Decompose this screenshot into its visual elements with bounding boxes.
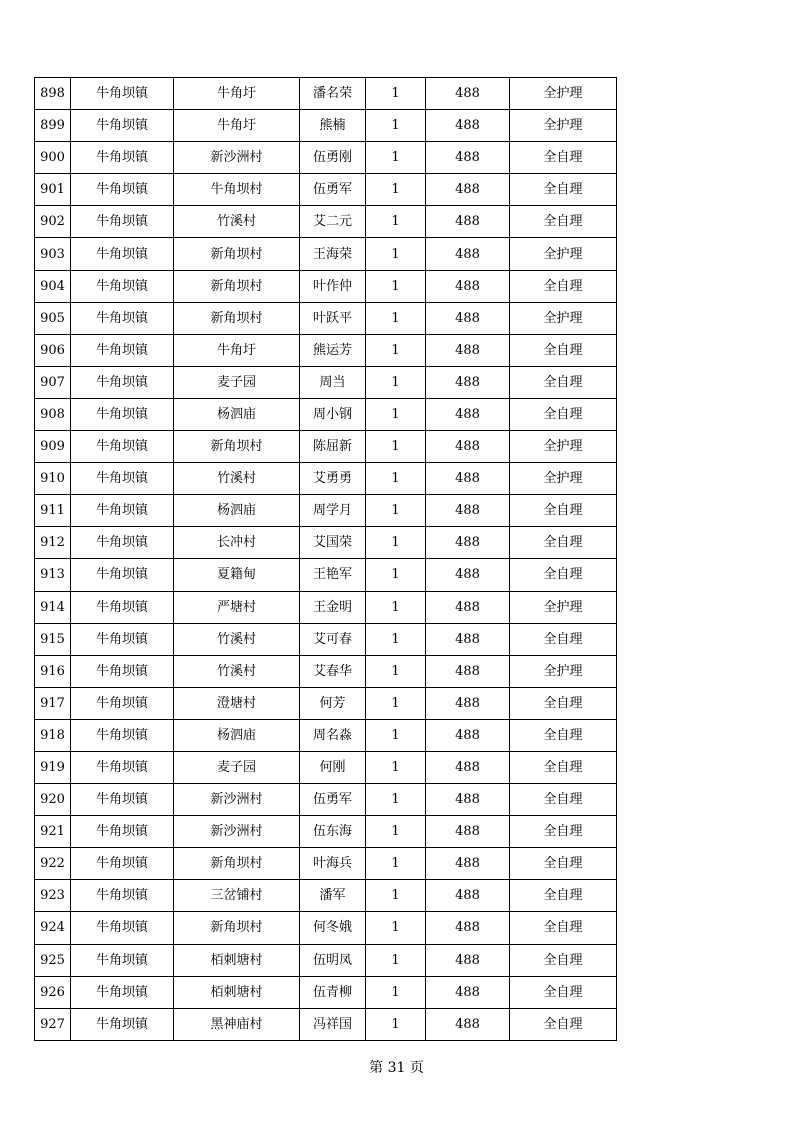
cell-care-type: 全护理 [510, 238, 617, 270]
cell-serial-number: 901 [35, 174, 71, 206]
cell-serial-number: 925 [35, 944, 71, 976]
cell-amount: 488 [426, 719, 510, 751]
cell-care-type: 全护理 [510, 78, 617, 110]
table-row [35, 816, 617, 848]
table-row [35, 848, 617, 880]
cell-name: 伍明凤 [300, 944, 366, 976]
cell-village: 牛角圩 [174, 110, 300, 142]
cell-serial-number: 899 [35, 110, 71, 142]
cell-town: 牛角坝镇 [71, 816, 174, 848]
cell-amount: 488 [426, 398, 510, 430]
cell-name: 伍勇刚 [300, 142, 366, 174]
cell-village: 长冲村 [174, 527, 300, 559]
cell-amount: 488 [426, 174, 510, 206]
table-row [35, 784, 617, 816]
cell-town: 牛角坝镇 [71, 527, 174, 559]
cell-village: 黑神庙村 [174, 1008, 300, 1040]
cell-care-type: 全自理 [510, 719, 617, 751]
cell-town: 牛角坝镇 [71, 463, 174, 495]
cell-serial-number: 924 [35, 912, 71, 944]
table-row [35, 495, 617, 527]
cell-amount: 488 [426, 623, 510, 655]
cell-count: 1 [366, 880, 426, 912]
cell-serial-number: 915 [35, 623, 71, 655]
table-row [35, 302, 617, 334]
cell-name: 周名淼 [300, 719, 366, 751]
cell-village: 栢刺塘村 [174, 976, 300, 1008]
table-row [35, 751, 617, 783]
table-row [35, 142, 617, 174]
cell-serial-number: 914 [35, 591, 71, 623]
cell-name: 熊楠 [300, 110, 366, 142]
cell-name: 周小钢 [300, 398, 366, 430]
cell-care-type: 全自理 [510, 527, 617, 559]
cell-village: 新沙洲村 [174, 816, 300, 848]
cell-care-type: 全护理 [510, 591, 617, 623]
cell-serial-number: 918 [35, 719, 71, 751]
cell-name: 何刚 [300, 751, 366, 783]
cell-name: 艾勇勇 [300, 463, 366, 495]
cell-village: 栢刺塘村 [174, 944, 300, 976]
cell-care-type: 全自理 [510, 976, 617, 1008]
table-row [35, 687, 617, 719]
cell-serial-number: 910 [35, 463, 71, 495]
cell-care-type: 全自理 [510, 334, 617, 366]
cell-village: 麦子园 [174, 366, 300, 398]
cell-count: 1 [366, 334, 426, 366]
cell-amount: 488 [426, 751, 510, 783]
table-row [35, 174, 617, 206]
cell-town: 牛角坝镇 [71, 912, 174, 944]
cell-care-type: 全自理 [510, 495, 617, 527]
cell-count: 1 [366, 912, 426, 944]
cell-serial-number: 906 [35, 334, 71, 366]
cell-amount: 488 [426, 912, 510, 944]
cell-town: 牛角坝镇 [71, 78, 174, 110]
cell-village: 竹溪村 [174, 463, 300, 495]
cell-town: 牛角坝镇 [71, 366, 174, 398]
cell-amount: 488 [426, 238, 510, 270]
page-number: 第 31 页 [369, 1060, 424, 1076]
cell-serial-number: 912 [35, 527, 71, 559]
cell-amount: 488 [426, 816, 510, 848]
cell-town: 牛角坝镇 [71, 944, 174, 976]
cell-count: 1 [366, 623, 426, 655]
cell-count: 1 [366, 238, 426, 270]
cell-care-type: 全自理 [510, 1008, 617, 1040]
table-row [35, 463, 617, 495]
cell-village: 夏籍甸 [174, 559, 300, 591]
cell-amount: 488 [426, 431, 510, 463]
cell-town: 牛角坝镇 [71, 174, 174, 206]
cell-town: 牛角坝镇 [71, 559, 174, 591]
cell-care-type: 全护理 [510, 463, 617, 495]
cell-name: 艾可春 [300, 623, 366, 655]
cell-village: 牛角圩 [174, 78, 300, 110]
cell-amount: 488 [426, 784, 510, 816]
cell-name: 何芳 [300, 687, 366, 719]
cell-serial-number: 922 [35, 848, 71, 880]
table-row [35, 1008, 617, 1040]
cell-serial-number: 909 [35, 431, 71, 463]
table-row [35, 591, 617, 623]
cell-care-type: 全自理 [510, 623, 617, 655]
cell-serial-number: 902 [35, 206, 71, 238]
cell-count: 1 [366, 559, 426, 591]
cell-town: 牛角坝镇 [71, 142, 174, 174]
table-row [35, 976, 617, 1008]
cell-amount: 488 [426, 559, 510, 591]
cell-name: 伍勇军 [300, 174, 366, 206]
cell-name: 艾二元 [300, 206, 366, 238]
cell-village: 杨泗庙 [174, 398, 300, 430]
cell-name: 冯祥国 [300, 1008, 366, 1040]
cell-care-type: 全护理 [510, 431, 617, 463]
table-row [35, 78, 617, 110]
cell-name: 叶跃平 [300, 302, 366, 334]
cell-serial-number: 921 [35, 816, 71, 848]
cell-name: 叶海兵 [300, 848, 366, 880]
cell-care-type: 全自理 [510, 880, 617, 912]
cell-serial-number: 907 [35, 366, 71, 398]
table-row [35, 880, 617, 912]
cell-town: 牛角坝镇 [71, 623, 174, 655]
cell-amount: 488 [426, 527, 510, 559]
recipient-table [34, 77, 617, 1041]
table-row [35, 431, 617, 463]
cell-serial-number: 898 [35, 78, 71, 110]
cell-name: 潘名荣 [300, 78, 366, 110]
cell-serial-number: 904 [35, 270, 71, 302]
cell-care-type: 全自理 [510, 912, 617, 944]
cell-serial-number: 905 [35, 302, 71, 334]
cell-count: 1 [366, 719, 426, 751]
cell-serial-number: 913 [35, 559, 71, 591]
cell-village: 新角坝村 [174, 270, 300, 302]
cell-care-type: 全自理 [510, 142, 617, 174]
cell-count: 1 [366, 687, 426, 719]
cell-care-type: 全自理 [510, 751, 617, 783]
cell-count: 1 [366, 944, 426, 976]
cell-amount: 488 [426, 78, 510, 110]
cell-count: 1 [366, 78, 426, 110]
cell-amount: 488 [426, 687, 510, 719]
cell-village: 竹溪村 [174, 655, 300, 687]
cell-serial-number: 911 [35, 495, 71, 527]
cell-village: 杨泗庙 [174, 495, 300, 527]
cell-village: 麦子园 [174, 751, 300, 783]
cell-name: 潘军 [300, 880, 366, 912]
cell-name: 叶作仲 [300, 270, 366, 302]
cell-town: 牛角坝镇 [71, 302, 174, 334]
table-row [35, 398, 617, 430]
cell-count: 1 [366, 270, 426, 302]
cell-name: 伍东海 [300, 816, 366, 848]
cell-town: 牛角坝镇 [71, 110, 174, 142]
cell-count: 1 [366, 591, 426, 623]
cell-name: 周学月 [300, 495, 366, 527]
cell-town: 牛角坝镇 [71, 976, 174, 1008]
cell-count: 1 [366, 463, 426, 495]
table-row [35, 912, 617, 944]
cell-village: 杨泗庙 [174, 719, 300, 751]
cell-village: 牛角坝村 [174, 174, 300, 206]
cell-town: 牛角坝镇 [71, 270, 174, 302]
table-row [35, 527, 617, 559]
cell-serial-number: 920 [35, 784, 71, 816]
cell-village: 严塘村 [174, 591, 300, 623]
cell-village: 新沙洲村 [174, 142, 300, 174]
cell-village: 新角坝村 [174, 302, 300, 334]
cell-serial-number: 916 [35, 655, 71, 687]
cell-amount: 488 [426, 463, 510, 495]
cell-count: 1 [366, 655, 426, 687]
cell-serial-number: 923 [35, 880, 71, 912]
cell-amount: 488 [426, 880, 510, 912]
table-row [35, 655, 617, 687]
cell-amount: 488 [426, 976, 510, 1008]
cell-amount: 488 [426, 142, 510, 174]
cell-count: 1 [366, 398, 426, 430]
table-row [35, 366, 617, 398]
cell-serial-number: 917 [35, 687, 71, 719]
cell-count: 1 [366, 1008, 426, 1040]
cell-village: 新角坝村 [174, 912, 300, 944]
cell-name: 艾国荣 [300, 527, 366, 559]
cell-care-type: 全自理 [510, 270, 617, 302]
cell-care-type: 全自理 [510, 848, 617, 880]
cell-town: 牛角坝镇 [71, 719, 174, 751]
cell-care-type: 全护理 [510, 110, 617, 142]
table-row [35, 944, 617, 976]
cell-serial-number: 919 [35, 751, 71, 783]
cell-amount: 488 [426, 944, 510, 976]
table-row [35, 270, 617, 302]
cell-town: 牛角坝镇 [71, 495, 174, 527]
cell-serial-number: 927 [35, 1008, 71, 1040]
cell-care-type: 全自理 [510, 206, 617, 238]
cell-amount: 488 [426, 270, 510, 302]
cell-village: 竹溪村 [174, 623, 300, 655]
cell-town: 牛角坝镇 [71, 687, 174, 719]
cell-care-type: 全自理 [510, 559, 617, 591]
cell-amount: 488 [426, 206, 510, 238]
cell-town: 牛角坝镇 [71, 431, 174, 463]
cell-care-type: 全自理 [510, 816, 617, 848]
cell-count: 1 [366, 527, 426, 559]
cell-serial-number: 908 [35, 398, 71, 430]
cell-town: 牛角坝镇 [71, 784, 174, 816]
cell-count: 1 [366, 848, 426, 880]
cell-amount: 488 [426, 1008, 510, 1040]
cell-amount: 488 [426, 848, 510, 880]
cell-amount: 488 [426, 655, 510, 687]
cell-village: 新角坝村 [174, 238, 300, 270]
table-row [35, 334, 617, 366]
table-row [35, 623, 617, 655]
cell-count: 1 [366, 976, 426, 1008]
cell-serial-number: 900 [35, 142, 71, 174]
cell-town: 牛角坝镇 [71, 591, 174, 623]
cell-village: 三岔铺村 [174, 880, 300, 912]
cell-care-type: 全护理 [510, 655, 617, 687]
cell-village: 新角坝村 [174, 431, 300, 463]
cell-name: 周当 [300, 366, 366, 398]
cell-name: 艾春华 [300, 655, 366, 687]
cell-town: 牛角坝镇 [71, 238, 174, 270]
cell-serial-number: 926 [35, 976, 71, 1008]
cell-amount: 488 [426, 334, 510, 366]
cell-care-type: 全自理 [510, 784, 617, 816]
cell-count: 1 [366, 751, 426, 783]
cell-amount: 488 [426, 110, 510, 142]
cell-town: 牛角坝镇 [71, 848, 174, 880]
table-row [35, 206, 617, 238]
cell-serial-number: 903 [35, 238, 71, 270]
cell-town: 牛角坝镇 [71, 206, 174, 238]
cell-count: 1 [366, 142, 426, 174]
table-body [35, 78, 617, 1041]
cell-amount: 488 [426, 366, 510, 398]
cell-name: 陈屈新 [300, 431, 366, 463]
cell-town: 牛角坝镇 [71, 398, 174, 430]
cell-amount: 488 [426, 302, 510, 334]
cell-name: 何冬娥 [300, 912, 366, 944]
cell-name: 熊运芳 [300, 334, 366, 366]
cell-care-type: 全自理 [510, 366, 617, 398]
cell-count: 1 [366, 366, 426, 398]
cell-care-type: 全自理 [510, 174, 617, 206]
table-row [35, 238, 617, 270]
cell-town: 牛角坝镇 [71, 1008, 174, 1040]
cell-amount: 488 [426, 591, 510, 623]
cell-town: 牛角坝镇 [71, 880, 174, 912]
cell-town: 牛角坝镇 [71, 655, 174, 687]
cell-amount: 488 [426, 495, 510, 527]
cell-name: 伍青柳 [300, 976, 366, 1008]
cell-count: 1 [366, 302, 426, 334]
cell-count: 1 [366, 431, 426, 463]
table-row [35, 110, 617, 142]
cell-name: 王艳军 [300, 559, 366, 591]
cell-name: 王海荣 [300, 238, 366, 270]
table-row [35, 559, 617, 591]
cell-village: 澄塘村 [174, 687, 300, 719]
cell-town: 牛角坝镇 [71, 751, 174, 783]
cell-count: 1 [366, 174, 426, 206]
cell-count: 1 [366, 110, 426, 142]
cell-village: 竹溪村 [174, 206, 300, 238]
cell-name: 伍勇军 [300, 784, 366, 816]
cell-count: 1 [366, 784, 426, 816]
table-row [35, 719, 617, 751]
cell-care-type: 全自理 [510, 687, 617, 719]
cell-count: 1 [366, 495, 426, 527]
cell-count: 1 [366, 206, 426, 238]
cell-care-type: 全自理 [510, 944, 617, 976]
cell-village: 新沙洲村 [174, 784, 300, 816]
cell-name: 王金明 [300, 591, 366, 623]
cell-care-type: 全护理 [510, 302, 617, 334]
cell-village: 牛角圩 [174, 334, 300, 366]
cell-town: 牛角坝镇 [71, 334, 174, 366]
cell-count: 1 [366, 816, 426, 848]
cell-village: 新角坝村 [174, 848, 300, 880]
cell-care-type: 全自理 [510, 398, 617, 430]
